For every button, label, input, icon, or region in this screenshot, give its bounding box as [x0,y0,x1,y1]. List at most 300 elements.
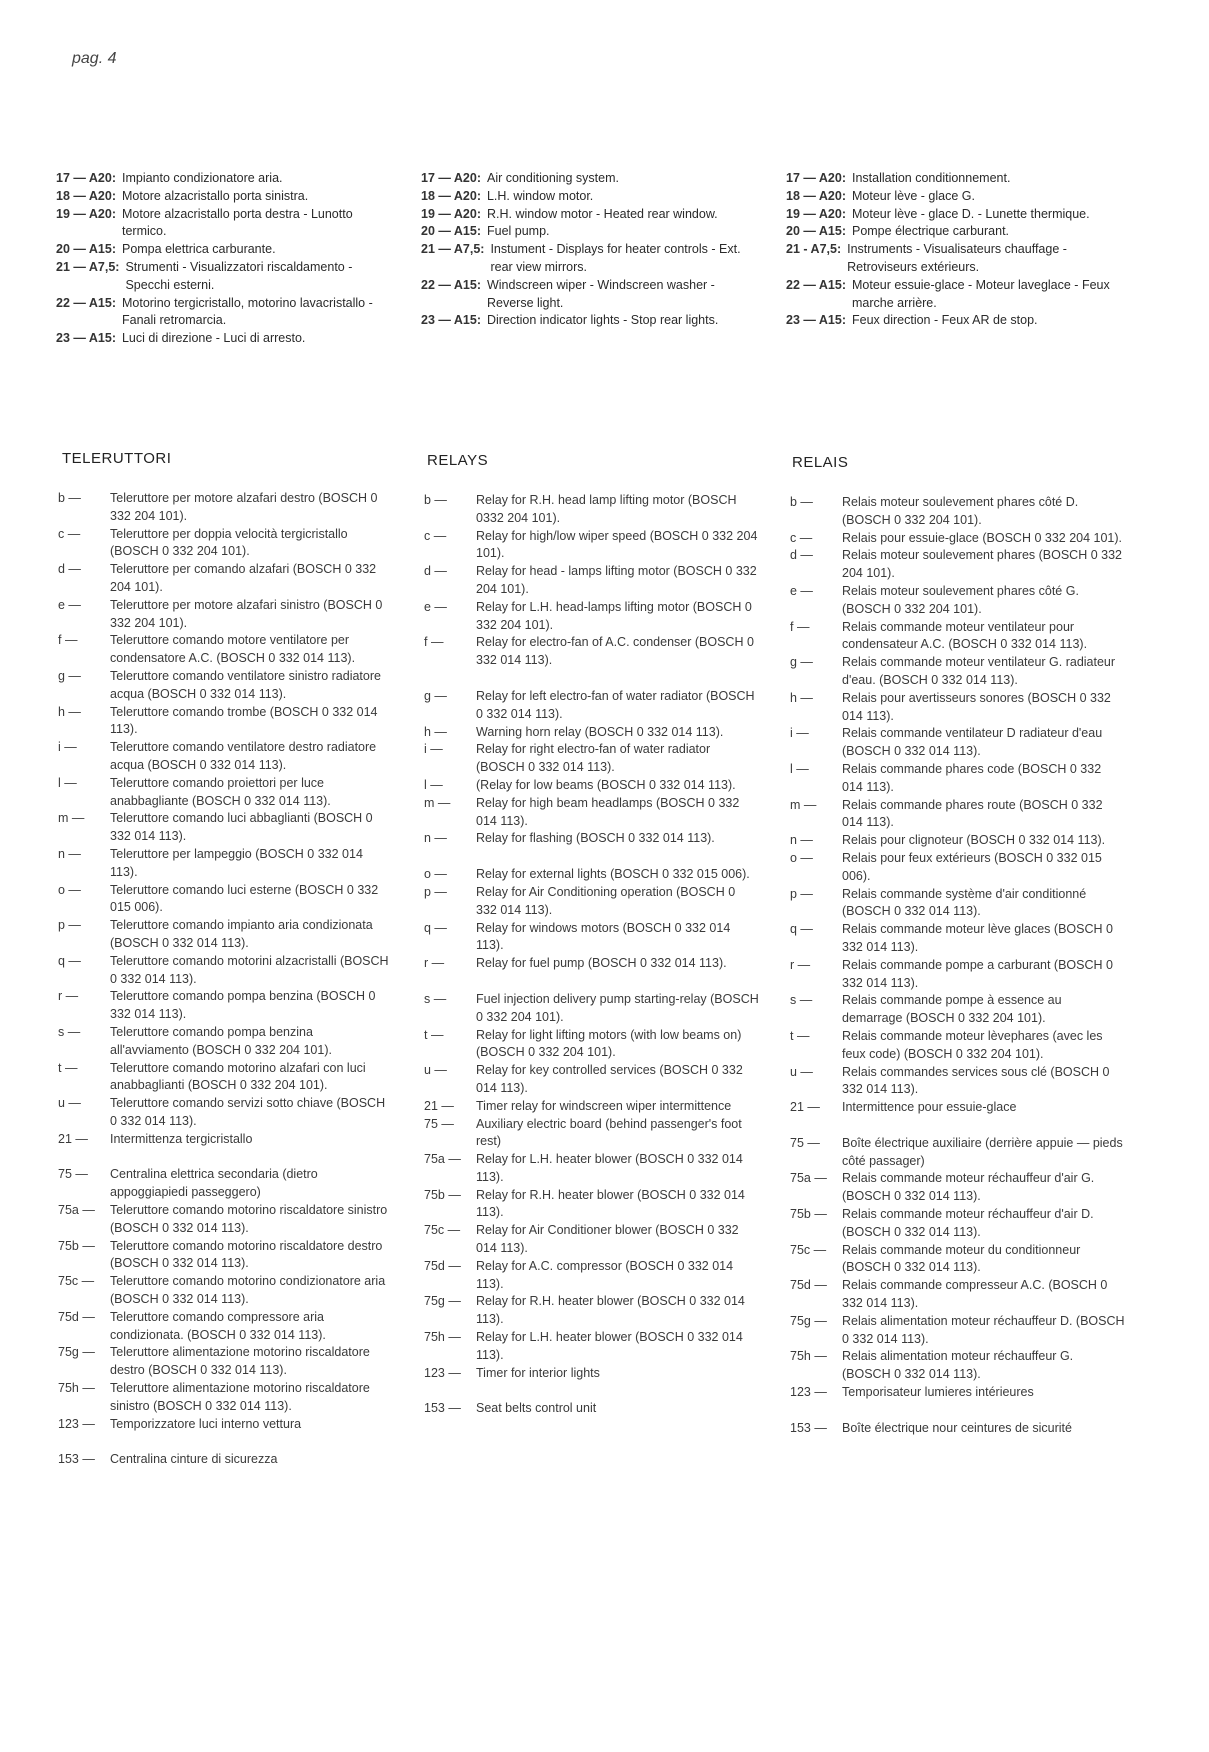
relay-entry [58,1416,393,1434]
fuse-key: 20 — A15: [56,242,116,257]
relay-description: Relais pour clignoteur (BOSCH 0 332 014 113). [842,833,1106,848]
relay-key: 75g — [790,1313,827,1328]
relay-key: b — [424,493,447,507]
relay-entry [58,1095,393,1131]
fuse-entry [421,312,756,330]
relay-description: Relay for head - lamps lifting motor (BOSCH 0 332 204 101). [476,564,757,596]
relay-description: Relay for high beam headlamps (BOSCH 0 332 014 113). [476,795,740,828]
relay-key: u — [790,1064,813,1079]
fuse-entry [786,223,1121,241]
relay-entry [58,490,393,526]
relay-entry [424,777,759,795]
relay-key: t — [58,1060,78,1075]
relay-entry [58,1202,393,1238]
fuse-list-french [786,170,1121,330]
fuse-description: Pompe électrique carburant. [851,224,1010,239]
relay-entry [790,1384,1125,1402]
relay-key: f — [58,633,78,648]
relay-key: o — [58,882,81,897]
relay-description: Relais commande moteur réchauffeur d'air D. (BOSCH 0 332 014 113). [842,1207,1094,1239]
relay-key: o — [790,850,813,865]
relay-description: Relais commande pompe a carburant (BOSCH 0 332 014 113). [842,957,1113,990]
relay-key: 75d — [58,1309,95,1324]
fuse-description: Impianto condizionatore aria. [121,171,283,185]
relay-key: m — [424,795,451,810]
relay-description: Fuel injection delivery pump starting-relay (BOSCH 0 332 204 101). [476,991,759,1024]
relay-description: Intermittence pour essuie-glace [842,1100,1017,1115]
relay-key: n — [790,833,813,848]
relay-description: Relais commande compresseur A.C. (BOSCH 0 332 014 113). [842,1278,1108,1311]
fuse-entry [56,295,386,331]
fuse-key: 23 — A15: [786,313,846,328]
fuse-key: 19 — A20: [786,206,846,221]
fuse-entry [786,188,1121,206]
relay-key: 153 — [790,1420,827,1435]
fuse-description: Strumenti - Visualizzatori riscaldamento - Specchi esterni. [125,259,353,292]
relay-entry [424,688,759,724]
relay-description: Teleruttore comando pompa benzina (BOSCH 0 332 014 113). [110,989,376,1022]
relay-entry [424,1400,759,1418]
relay-entry [424,563,759,599]
relay-key: f — [424,635,444,650]
relay-key: 21 — [424,1098,454,1113]
relay-entry [58,561,393,597]
relay-entry [790,1028,1125,1064]
relay-entry [424,1116,759,1152]
relay-description: Teleruttore comando servizi sotto chiave (BOSCH 0 332 014 113). [110,1096,386,1128]
fuse-description: Moteur lève - glace D. - Lunette thermique. [851,206,1090,221]
relay-entry [58,1380,393,1416]
relay-key: c — [790,530,813,545]
fuse-entry [56,188,386,206]
relay-key: u — [424,1063,447,1078]
fuse-description: Pompa elettrica carburante. [121,242,276,257]
relay-description: Teleruttore per doppia velocità tergicristallo (BOSCH 0 332 204 101). [110,526,348,559]
relay-description: Teleruttore comando impianto aria condizionata (BOSCH 0 332 014 113). [110,918,373,950]
relay-key: l — [58,775,77,790]
relay-key: t — [790,1028,810,1043]
relay-description: Relais pour feux extérieurs (BOSCH 0 332 015 006). [842,850,1102,883]
relay-entry [58,1166,393,1202]
relay-description: Relay for A.C. compressor (BOSCH 0 332 014 113). [476,1258,734,1291]
relay-description: Seat belts control unit [476,1401,597,1416]
relay-entry [424,1293,759,1329]
relay-description: Teleruttore comando motorino riscaldatore sinistro (BOSCH 0 332 014 113). [110,1203,388,1235]
fuse-entry [56,170,386,188]
relay-description: Relay for flashing (BOSCH 0 332 014 113). [476,831,715,846]
relay-entry [790,761,1125,797]
relay-description: Relay for key controlled services (BOSCH 0 332 014 113). [476,1063,743,1095]
relay-entry [58,775,393,811]
relay-entry [790,992,1125,1028]
relay-entry [58,1273,393,1309]
relay-description: Timer for interior lights [476,1365,600,1380]
relay-entry [790,1099,1125,1117]
fuse-entry [56,241,386,259]
relay-entry [58,846,393,882]
relay-description: Relay for windows motors (BOSCH 0 332 014 113). [476,920,731,953]
relay-description: Relay for fuel pump (BOSCH 0 332 014 113). [476,956,727,971]
fuse-entry [421,277,756,313]
relay-key: e — [424,599,447,614]
relay-description: Relais alimentation moteur réchauffeur G. (BOSCH 0 332 014 113). [842,1349,1074,1382]
relay-key: 75d — [424,1258,461,1273]
relay-description: Temporizzatore luci interno vettura [110,1416,302,1431]
relay-description: Teleruttore per motore alzafari sinistro (BOSCH 0 332 204 101). [110,597,383,630]
relay-key: 123 — [790,1385,827,1400]
relay-entry [790,832,1125,850]
relay-entry [424,1098,759,1116]
relay-key: o — [424,867,447,882]
relay-entry [790,1277,1125,1313]
relay-entry [790,1348,1125,1384]
relay-description: Relais commande moteur lèvephares (avec les feux code) (BOSCH 0 332 204 101). [842,1028,1103,1061]
relay-entry [790,1135,1125,1171]
fuse-entry [421,188,756,206]
relay-description: Relais commande moteur ventilateur G. radiateur d'eau. (BOSCH 0 332 014 113). [842,655,1116,687]
relay-key: 75a — [58,1203,95,1218]
relay-description: Teleruttore comando proiettori per luce anabbagliante (BOSCH 0 332 014 113). [110,775,331,808]
relay-entry [58,1451,393,1469]
relay-description: Relay for left electro-fan of water radiator (BOSCH 0 332 014 113). [476,688,755,721]
relay-key: i — [790,726,809,741]
relay-key: m — [58,811,85,826]
relay-entry [424,1187,759,1223]
relay-entry [424,1258,759,1294]
relay-key: n — [58,846,81,861]
relay-description: Teleruttore per lampeggio (BOSCH 0 332 014 113). [110,846,363,879]
fuse-description: Instruments - Visualisateurs chauffage - Retroviseurs extérieurs. [847,242,1067,274]
relay-key: g — [790,655,813,670]
relay-entry [424,741,759,777]
fuse-list-english [421,170,756,330]
heading-relays: RELAYS [427,452,489,469]
fuse-key: 18 — A20: [421,188,481,203]
fuse-description: R.H. window motor - Heated rear window. [486,206,718,221]
relay-key: 75g — [424,1294,461,1309]
relay-description: Teleruttore per motore alzafari destro (BOSCH 0 332 204 101). [110,491,378,523]
fuse-key: 19 — A20: [56,206,116,221]
relay-entry [790,547,1125,583]
relay-entry [790,957,1125,993]
relay-key: q — [424,920,447,935]
relay-description: Teleruttore alimentazione motorino riscaldatore sinistro (BOSCH 0 332 014 113). [110,1381,370,1413]
relay-entry [790,797,1125,833]
relay-entry [790,725,1125,761]
relay-description: Relais pour avertisseurs sonores (BOSCH 0 332 014 113). [842,690,1111,723]
relay-entry [790,690,1125,726]
relay-key: 75h — [58,1381,95,1396]
fuse-entry [56,330,386,348]
fuse-key: 22 — A15: [786,277,846,292]
relay-key: f — [790,619,810,634]
fuse-description: Installation conditionnement. [851,171,1011,185]
relay-description: Relay for right electro-fan of water radiator (BOSCH 0 332 014 113). [476,742,711,775]
relay-key: 75d — [790,1278,827,1293]
relay-description: Teleruttore comando motorino riscaldatore destro (BOSCH 0 332 014 113). [110,1238,383,1271]
relay-description: Relay for light lifting motors (with low beams on) (BOSCH 0 332 204 101). [476,1027,742,1060]
relay-description: Relay for R.H. head lamp lifting motor (BOSCH 0332 204 101). [476,493,737,525]
relay-description: Relay for Air Conditioning operation (BOSCH 0 332 014 113). [476,884,736,917]
fuse-description: L.H. window motor. [486,188,594,203]
relay-key: 75a — [424,1152,461,1167]
relay-entry [790,619,1125,655]
relay-key: u — [58,1096,81,1111]
relay-key: q — [790,922,813,937]
fuse-description: Air conditioning system. [486,171,619,185]
relay-key: 75b — [790,1207,827,1222]
relay-description: Teleruttore comando motorino alzafari con luci anabbaglianti (BOSCH 0 332 204 101). [110,1060,366,1093]
relay-entry [790,583,1125,619]
relay-key: 123 — [58,1416,95,1431]
relay-key: r — [58,989,79,1004]
relay-description: Relay for high/low wiper speed (BOSCH 0 332 204 101). [476,528,758,561]
relay-description: Relay for L.H. head-lamps lifting motor (BOSCH 0 332 204 101). [476,599,752,632]
relay-key: 123 — [424,1365,461,1380]
fuse-description: Fuel pump. [486,224,550,239]
relay-key: q — [58,953,81,968]
relay-key: 75h — [424,1330,461,1345]
relay-entry [790,1242,1125,1278]
relay-entry [790,1064,1125,1100]
fuse-key: 17 — A20: [421,171,481,185]
fuse-entry [421,170,756,188]
relay-entry [58,704,393,740]
heading-relais: RELAIS [792,454,849,471]
fuse-entry [786,312,1121,330]
relay-key: 75b — [58,1238,95,1253]
relay-key: t — [424,1027,444,1042]
relay-key: e — [790,583,813,598]
relay-description: Relais commande système d'air conditionné (BOSCH 0 332 014 113). [842,886,1087,919]
relay-description: Relais commande moteur ventilateur pour condensateur A.C. (BOSCH 0 332 014 113). [842,619,1088,652]
fuse-description: Feux direction - Feux AR de stop. [851,313,1038,328]
fuse-key: 23 — A15: [421,313,481,328]
relay-entry [424,866,759,884]
relay-key: s — [58,1024,81,1039]
fuse-entry [421,206,756,224]
relay-key: r — [790,957,811,972]
relay-description: Relay for Air Conditioner blower (BOSCH 0 332 014 113). [476,1223,739,1256]
fuse-description: Moteur lève - glace G. [851,188,975,203]
relay-description: Relay for R.H. heater blower (BOSCH 0 332 014 113). [476,1294,745,1327]
fuse-entry [56,206,386,242]
relay-entry [790,886,1125,922]
relay-entry [58,632,393,668]
relay-key: n — [424,831,447,846]
relay-description: Relay for L.H. heater blower (BOSCH 0 332 014 113). [476,1152,743,1184]
relay-description: Relais moteur soulevement phares (BOSCH 0 332 204 101). [842,548,1122,581]
relay-description: Teleruttore comando ventilatore sinistro radiatore acqua (BOSCH 0 332 014 113). [110,668,381,701]
relay-entry [58,1309,393,1345]
relay-description: Boîte électrique auxiliaire (derrière appuie — pieds côté passager) [842,1135,1123,1168]
relay-key: l — [424,777,443,792]
relay-key: 75c — [424,1223,461,1238]
fuse-description: Motorino tergicristallo, motorino lavacristallo - Fanali retromarcia. [121,295,373,328]
relay-key: h — [58,704,81,719]
fuse-key: 21 - A7,5: [786,242,842,257]
relay-key: e — [58,597,81,612]
relay-entry [424,920,759,956]
relay-entry [58,917,393,953]
relay-key: s — [790,993,813,1008]
relay-key: m — [790,797,817,812]
relay-entry [790,494,1125,530]
relay-description: Relais commande ventilateur D radiateur d'eau (BOSCH 0 332 014 113). [842,726,1103,759]
fuse-entry [786,170,1121,188]
fuse-key: 23 — A15: [56,331,116,346]
relay-key: 75b — [424,1187,461,1202]
relay-description: Teleruttore per comando alzafari (BOSCH 0 332 204 101). [110,562,377,594]
relay-key: g — [424,688,447,703]
relay-description: Relais alimentation moteur réchauffeur D. (BOSCH 0 332 014 113). [842,1313,1125,1346]
relay-entry [790,654,1125,690]
relay-entry [424,1062,759,1098]
relay-list-italian [58,490,393,1469]
relay-entry [424,884,759,920]
relay-entry [58,1131,393,1149]
relay-entry [424,1027,759,1063]
relay-entry [424,955,759,973]
relay-description: Temporisateur lumieres intérieures [842,1385,1034,1400]
relay-entry [424,1151,759,1187]
fuse-description: Motore alzacristallo porta sinistra. [121,188,309,203]
relay-entry [58,739,393,775]
fuse-key: 21 — A7,5: [421,242,485,257]
fuse-entry [421,223,756,241]
relay-description: Centralina cinture di sicurezza [110,1452,278,1467]
fuse-key: 17 — A20: [786,171,846,185]
fuse-description: Instument - Displays for heater controls - Ext. rear view mirrors. [490,242,741,274]
relay-entry [424,1222,759,1258]
relay-description: Relais commande phares code (BOSCH 0 332 014 113). [842,761,1102,794]
relay-entry [424,1329,759,1365]
relay-entry [58,810,393,846]
relay-entry [58,882,393,918]
relay-description: Relais moteur soulevement phares côté G. (BOSCH 0 332 204 101). [842,583,1079,616]
relay-entry [58,1060,393,1096]
relay-entry [58,953,393,989]
relay-entry [424,599,759,635]
relay-description: Relais moteur soulevement phares côté D. (BOSCH 0 332 204 101). [842,495,1079,527]
relay-entry [58,526,393,562]
fuse-key: 18 — A20: [786,188,846,203]
relay-entry [58,1344,393,1380]
relay-description: Boîte électrique nour ceintures de sicurité [842,1420,1072,1435]
relay-entry [790,1206,1125,1242]
relay-key: p — [58,918,81,933]
relay-description: Teleruttore comando motore ventilatore per condensatore A.C. (BOSCH 0 332 014 113). [110,633,356,666]
fuse-entry [56,259,386,295]
fuse-list-italian [56,170,386,348]
relay-key: 75a — [790,1171,827,1186]
fuse-description: Moteur essuie-glace - Moteur laveglace - Feux marche arrière. [851,277,1110,310]
relay-entry [58,988,393,1024]
relay-description: Auxiliary electric board (behind passenger's foot rest) [476,1116,742,1149]
relay-description: Intermittenza tergicristallo [110,1131,253,1146]
relay-entry [424,724,759,742]
relay-description: Relay for R.H. heater blower (BOSCH 0 332 014 113). [476,1187,745,1220]
relay-key: 75 — [424,1116,454,1131]
relay-list-french [790,494,1125,1438]
relay-description: Teleruttore comando luci abbaglianti (BOSCH 0 332 014 113). [110,811,373,844]
relay-entry [424,528,759,564]
relay-description: Teleruttore comando motorini alzacristalli (BOSCH 0 332 014 113). [110,953,389,986]
fuse-entry [786,241,1121,277]
relay-entry [790,1313,1125,1349]
relay-description: Relais commande pompe à essence au demarrage (BOSCH 0 332 204 101). [842,993,1062,1026]
fuse-key: 19 — A20: [421,206,481,221]
relay-key: d — [424,564,447,579]
relay-description: Relais commandes services sous clé (BOSCH 0 332 014 113). [842,1064,1110,1097]
relay-entry [790,1420,1125,1438]
relay-description: Teleruttore comando pompa benzina all'avviamento (BOSCH 0 332 204 101). [110,1024,332,1057]
relay-key: 75g — [58,1345,95,1360]
relay-entry [424,830,759,848]
relay-entry [58,1238,393,1274]
relay-key: 153 — [58,1452,95,1467]
relay-description: Relay for external lights (BOSCH 0 332 015 006). [476,867,750,882]
relay-key: p — [790,886,813,901]
relay-key: s — [424,991,447,1006]
relay-description: Relais commande phares route (BOSCH 0 332 014 113). [842,797,1103,830]
fuse-entry [421,241,756,277]
relay-description: Teleruttore comando trombe (BOSCH 0 332 014 113). [110,704,378,737]
relay-key: 153 — [424,1401,461,1416]
relay-key: h — [424,724,447,739]
relay-description: Timer relay for windscreen wiper intermittence [476,1098,732,1113]
relay-key: 21 — [58,1131,88,1146]
relay-key: l — [790,761,809,776]
relay-entry [790,921,1125,957]
relay-key: 75 — [790,1135,820,1150]
relay-description: Centralina elettrica secondaria (dietro appoggiapiedi passeggero) [110,1167,318,1200]
relay-key: d — [790,548,813,563]
fuse-key: 18 — A20: [56,188,116,203]
relay-description: (Relay for low beams (BOSCH 0 332 014 113). [476,777,736,792]
relay-key: c — [424,528,447,543]
relay-key: i — [58,740,77,755]
relay-key: 75h — [790,1349,827,1364]
heading-teleruttori: TELERUTTORI [62,450,172,467]
relay-key: b — [790,495,813,509]
relay-entry [58,1024,393,1060]
relay-description: Teleruttore comando motorino condizionatore aria (BOSCH 0 332 014 113). [110,1274,386,1307]
relay-key: c — [58,526,81,541]
relay-entry [424,492,759,528]
relay-description: Teleruttore comando compressore aria condizionata. (BOSCH 0 332 014 113). [110,1309,326,1342]
relay-entry [424,991,759,1027]
fuse-description: Luci di direzione - Luci di arresto. [121,331,306,346]
fuse-key: 22 — A15: [56,295,116,310]
relay-key: h — [790,690,813,705]
relay-description: Relay for electro-fan of A.C. condenser (BOSCH 0 332 014 113). [476,635,754,668]
relay-description: Relais commande moteur du conditionneur (BOSCH 0 332 014 113). [842,1242,1081,1275]
relay-entry [790,1170,1125,1206]
relay-entry [790,850,1125,886]
relay-entry [58,597,393,633]
fuse-key: 22 — A15: [421,277,481,292]
relay-key: i — [424,742,443,757]
relay-entry [58,668,393,704]
relay-key: 75c — [58,1274,95,1289]
fuse-description: Windscreen wiper - Windscreen washer - Reverse light. [486,277,715,310]
fuse-description: Motore alzacristallo porta destra - Lunotto termico. [121,206,353,239]
relay-key: b — [58,491,81,505]
relay-key: r — [424,956,445,971]
relay-description: Relais commande moteur réchauffeur d'air G. (BOSCH 0 332 014 113). [842,1171,1095,1204]
fuse-entry [786,277,1121,313]
